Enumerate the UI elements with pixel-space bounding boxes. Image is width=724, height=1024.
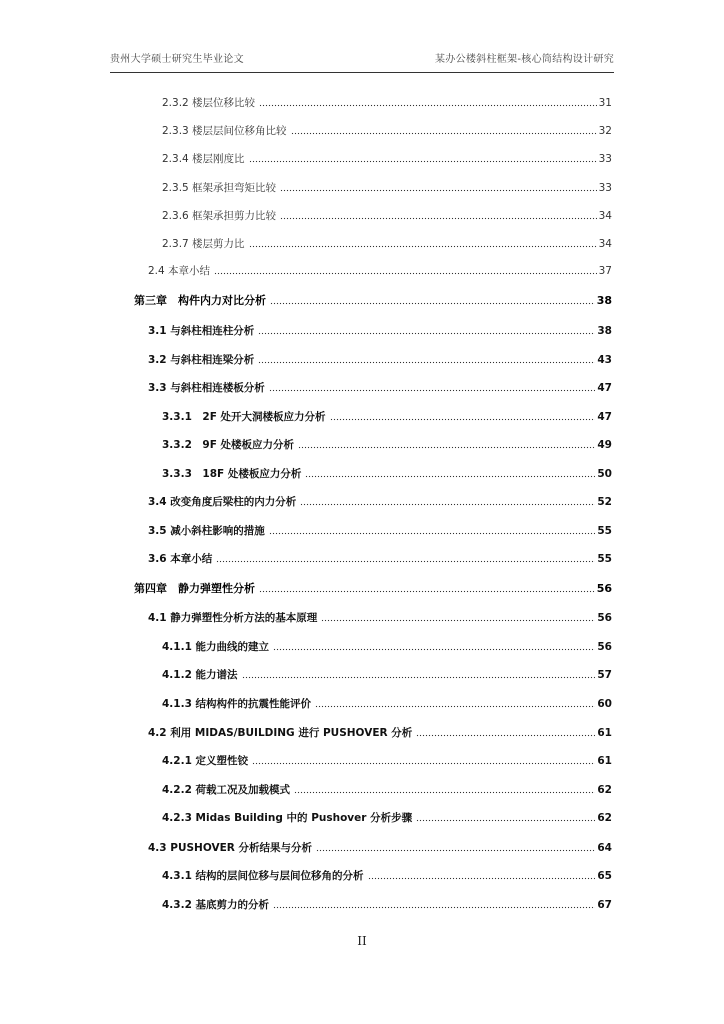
toc-entry-title: 3.2 与斜柱相连梁分析	[148, 354, 255, 366]
toc-entry-title: 3.4 改变角度后梁柱的内力分析	[148, 496, 297, 508]
toc-entry[interactable]	[162, 693, 612, 711]
toc-entry[interactable]	[162, 807, 612, 825]
toc-entry-title: 3.3.2 9F 处楼板应力分析	[162, 439, 295, 451]
toc-entry[interactable]	[162, 92, 612, 110]
toc-entry[interactable]	[148, 491, 612, 509]
toc-entry-page-number: 67	[597, 899, 612, 911]
toc-entry[interactable]	[162, 750, 612, 768]
toc-entry-title: 4.3 PUSHOVER 分析结果与分析	[148, 842, 313, 854]
toc-entry-page-number: 62	[597, 812, 612, 824]
toc-entry[interactable]	[162, 779, 612, 797]
toc-entry-page-number: 49	[597, 439, 612, 451]
toc-entry-page-number: 57	[597, 669, 612, 681]
toc-dot-leader	[269, 389, 596, 392]
toc-entry-page-number: 56	[597, 641, 612, 653]
toc-entry-page-number: 56	[597, 612, 612, 624]
toc-entry[interactable]	[162, 463, 612, 481]
toc-dot-leader	[242, 676, 596, 679]
toc-dot-leader	[273, 648, 595, 651]
running-header	[110, 46, 614, 68]
toc-entry-page-number: 65	[597, 870, 612, 882]
toc-entry[interactable]	[162, 120, 612, 138]
toc-entry-page-number: 32	[598, 125, 612, 137]
toc-entry[interactable]	[148, 837, 612, 855]
toc-entry-title: 3.3.1 2F 处开大洞楼板应力分析	[162, 411, 326, 423]
toc-entry-title: 3.6 本章小结	[148, 553, 213, 565]
toc-entry-title: 2.3.7 楼层剪力比	[162, 238, 245, 250]
toc-dot-leader	[280, 217, 597, 220]
header-rule	[110, 72, 614, 73]
toc-entry-page-number: 33	[598, 153, 612, 165]
toc-entry-page-number: 33	[598, 182, 612, 194]
toc-entry-page-number: 38	[597, 325, 612, 337]
toc-entry[interactable]	[162, 636, 612, 654]
toc-entry-title: 4.2.1 定义塑性铰	[162, 755, 249, 767]
toc-entry-page-number: 34	[598, 238, 612, 250]
toc-entry-page-number: 61	[597, 755, 612, 767]
toc-entry-title: 3.3 与斜柱相连楼板分析	[148, 382, 265, 394]
toc-entry-page-number: 56	[596, 582, 612, 595]
toc-entry[interactable]	[148, 520, 612, 538]
toc-dot-leader	[315, 705, 595, 708]
toc-entry[interactable]	[162, 205, 612, 223]
toc-entry-title: 第四章 静力弹塑性分析	[134, 582, 255, 595]
toc-entry-title: 2.4 本章小结	[148, 265, 211, 277]
toc-entry-title: 3.3.3 18F 处楼板应力分析	[162, 468, 302, 480]
toc-entry-title: 4.2 利用 MIDAS/BUILDING 进行 PUSHOVER 分析	[148, 727, 413, 739]
toc-entry[interactable]	[162, 406, 612, 424]
toc-dot-leader	[259, 590, 595, 593]
toc-entry-title: 2.3.5 框架承担弯矩比较	[162, 182, 277, 194]
toc-entry-page-number: 37	[598, 265, 612, 277]
toc-dot-leader	[294, 791, 595, 794]
toc-entry-title: 4.2.3 Midas Building 中的 Pushover 分析步骤	[162, 812, 413, 824]
toc-dot-leader	[249, 160, 597, 163]
toc-entry[interactable]	[162, 664, 612, 682]
toc-dot-leader	[252, 762, 595, 765]
toc-dot-leader	[258, 361, 595, 364]
toc-dot-leader	[269, 532, 596, 535]
toc-entry-page-number: 38	[596, 294, 612, 307]
toc-dot-leader	[416, 819, 595, 822]
toc-dot-leader	[291, 132, 597, 135]
toc-entry-title: 4.1 静力弹塑性分析方法的基本原理	[148, 612, 318, 624]
toc-dot-leader	[270, 302, 595, 305]
toc-entry-page-number: 34	[598, 210, 612, 222]
toc-dot-leader	[258, 332, 595, 335]
toc-entry-page-number: 50	[597, 468, 612, 480]
toc-entry-title: 4.1.2 能力谱法	[162, 669, 238, 681]
toc-dot-leader	[300, 503, 595, 506]
toc-chapter-entry[interactable]	[134, 290, 612, 308]
toc-dot-leader	[416, 734, 595, 737]
toc-dot-leader	[280, 189, 597, 192]
toc-entry[interactable]	[148, 349, 612, 367]
toc-entry-title: 2.3.3 楼层层间位移角比较	[162, 125, 287, 137]
toc-entry[interactable]	[162, 177, 612, 195]
toc-entry-title: 3.5 减小斜柱影响的措施	[148, 525, 265, 537]
toc-dot-leader	[305, 475, 595, 478]
toc-entry-title: 4.2.2 荷载工况及加载模式	[162, 784, 291, 796]
toc-entry-page-number: 43	[597, 354, 612, 366]
toc-entry[interactable]	[148, 320, 612, 338]
toc-dot-leader	[298, 446, 595, 449]
toc-entry-page-number: 52	[597, 496, 612, 508]
toc-entry-title: 3.1 与斜柱相连柱分析	[148, 325, 255, 337]
toc-entry-page-number: 47	[597, 411, 612, 423]
toc-entry[interactable]	[148, 722, 612, 740]
toc-dot-leader	[249, 245, 597, 248]
toc-dot-leader	[216, 560, 595, 563]
toc-dot-leader	[330, 418, 596, 421]
toc-dot-leader	[316, 849, 595, 852]
toc-entry[interactable]	[162, 148, 612, 166]
toc-entry[interactable]	[162, 434, 612, 452]
toc-entry[interactable]	[162, 233, 612, 251]
toc-entry-page-number: 60	[597, 698, 612, 710]
toc-dot-leader	[259, 104, 597, 107]
toc-entry-title: 2.3.2 楼层位移比较	[162, 97, 256, 109]
toc-entry-title: 4.1.3 结构构件的抗震性能评价	[162, 698, 312, 710]
toc-entry[interactable]	[148, 548, 612, 566]
header-thesis-type: 贵州大学硕士研究生毕业论文	[110, 54, 244, 65]
toc-entry-title: 2.3.6 框架承担剪力比较	[162, 210, 277, 222]
toc-entry[interactable]	[162, 865, 612, 883]
toc-entry-page-number: 31	[598, 97, 612, 109]
toc-chapter-entry[interactable]	[134, 578, 612, 596]
toc-entry-page-number: 61	[597, 727, 612, 739]
toc-entry-title: 4.3.2 基底剪力的分析	[162, 899, 270, 911]
toc-entry-title: 4.1.1 能力曲线的建立	[162, 641, 270, 653]
toc-entry-page-number: 62	[597, 784, 612, 796]
toc-dot-leader	[214, 272, 597, 275]
page-number: II	[357, 934, 367, 948]
toc-entry[interactable]	[148, 260, 612, 278]
toc-entry-page-number: 55	[597, 553, 612, 565]
toc-entry-title: 第三章 构件内力对比分析	[134, 294, 266, 307]
toc-entry[interactable]	[162, 894, 612, 912]
header-thesis-title: 某办公楼斜柱框架-核心筒结构设计研究	[434, 54, 614, 65]
toc-dot-leader	[273, 906, 595, 909]
toc-dot-leader	[368, 877, 596, 880]
toc-entry-title: 2.3.4 楼层刚度比	[162, 153, 245, 165]
toc-dot-leader	[321, 619, 595, 622]
toc-entry[interactable]	[148, 607, 612, 625]
toc-entry-page-number: 47	[597, 382, 612, 394]
toc-entry-page-number: 64	[597, 842, 612, 854]
toc-entry[interactable]	[148, 377, 612, 395]
toc-entry-title: 4.3.1 结构的层间位移与层间位移角的分析	[162, 870, 364, 882]
toc-entry-page-number: 55	[597, 525, 612, 537]
